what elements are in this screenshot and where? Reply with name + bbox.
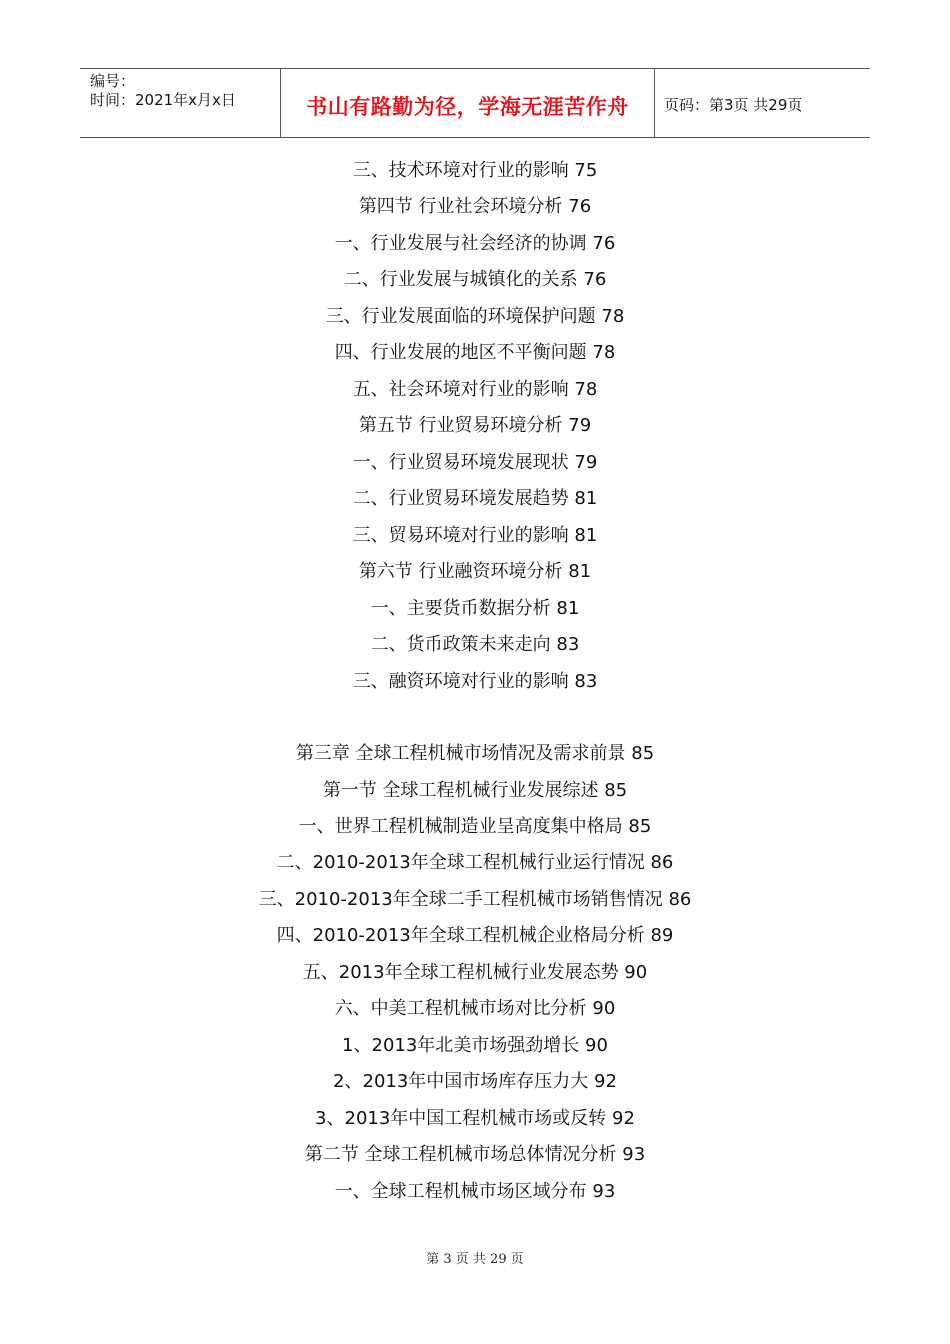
- toc-item: 二、2010-2013年全球工程机械行业运行情况 86: [276, 852, 674, 873]
- toc-item: 二、货币政策未来走向 83: [370, 634, 580, 655]
- toc-item: 三、融资环境对行业的影响 83: [352, 671, 598, 692]
- header-meta-cell: [80, 69, 280, 137]
- header-motto-cell: [280, 69, 655, 137]
- toc-section-heading: 第六节 行业融资环境分析 81: [358, 561, 592, 582]
- toc-chapter-heading: 第三章 全球工程机械市场情况及需求前景 85: [295, 743, 655, 764]
- toc-section-heading: 第二节 全球工程机械市场总体情况分析 93: [304, 1144, 646, 1165]
- toc-item: 三、技术环境对行业的影响 75: [352, 160, 598, 181]
- toc-item: 五、2013年全球工程机械行业发展态势 90: [302, 962, 648, 983]
- toc-item: 2、2013年中国市场库存压力大 92: [333, 1071, 617, 1092]
- toc-item: 一、行业贸易环境发展现状 79: [352, 452, 598, 473]
- toc-item: 五、社会环境对行业的影响 78: [352, 379, 598, 400]
- document-date-label: 时间：2021年x月x日: [90, 91, 236, 109]
- toc-item: 四、2010-2013年全球工程机械企业格局分析 89: [276, 925, 674, 946]
- toc-item: 一、主要货币数据分析 81: [370, 598, 580, 619]
- toc-item: 一、全球工程机械市场区域分布 93: [334, 1181, 616, 1202]
- toc-item: 1、2013年北美市场强劲增长 90: [342, 1035, 608, 1056]
- toc-item: 三、贸易环境对行业的影响 81: [352, 525, 598, 546]
- toc-section-heading: 第四节 行业社会环境分析 76: [358, 196, 592, 217]
- page-footer: 第 3 页 共 29 页: [426, 1252, 524, 1267]
- toc-item: 一、行业发展与社会经济的协调 76: [334, 233, 616, 254]
- header-page-info: 页码：第3页 共29页: [664, 96, 803, 114]
- toc-item: 二、行业贸易环境发展趋势 81: [352, 488, 598, 509]
- toc-item: 四、行业发展的地区不平衡问题 78: [334, 342, 616, 363]
- toc-item: 三、2010-2013年全球二手工程机械市场销售情况 86: [258, 889, 692, 910]
- toc-section-heading: 第五节 行业贸易环境分析 79: [358, 415, 592, 436]
- document-number-label: 编号：: [90, 72, 136, 90]
- toc-item: 一、世界工程机械制造业呈高度集中格局 85: [298, 816, 652, 837]
- toc-item: 3、2013年中国工程机械市场或反转 92: [315, 1108, 635, 1129]
- toc-section-heading: 第一节 全球工程机械行业发展综述 85: [322, 780, 628, 801]
- page-header: [80, 68, 870, 138]
- toc-item: 六、中美工程机械市场对比分析 90: [334, 998, 616, 1019]
- toc-item: 二、行业发展与城镇化的关系 76: [343, 269, 607, 290]
- header-motto: 书山有路勤为径，学海无涯苦作舟: [306, 95, 629, 119]
- header-page-cell: [654, 69, 870, 137]
- toc-item: 三、行业发展面临的环境保护问题 78: [325, 306, 625, 327]
